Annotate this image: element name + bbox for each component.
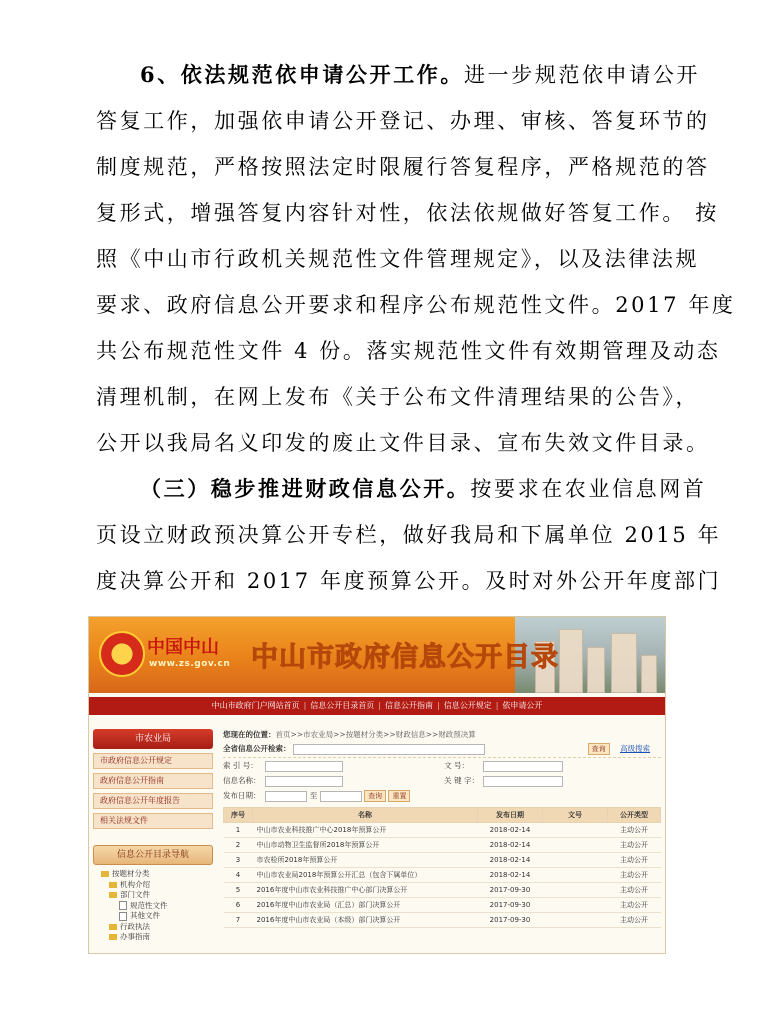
row-title-link[interactable]: 市农检所2018年预算公开 <box>253 853 478 868</box>
col-header-index: 序号 <box>224 808 253 823</box>
row-title-link[interactable]: 2016年度中山市农业科技推广中心部门决算公开 <box>253 883 478 898</box>
nav-guide[interactable]: 信息公开指南 <box>385 701 433 710</box>
paragraph-line: 清理机制，在网上发布《关于公布文件清理结果的公告》， <box>96 385 700 409</box>
filter-row: 信息名称： 关 键 字： <box>223 773 661 788</box>
document-icon <box>119 912 127 921</box>
folder-icon <box>109 924 117 930</box>
paragraph-line: 复形式，增强答复内容针对性，依法依规做好答复工作。 按 <box>96 201 719 225</box>
tree-item[interactable]: 其他文件 <box>101 911 213 922</box>
site-url: www.zs.gov.cn <box>149 659 231 669</box>
document-body <box>96 52 736 650</box>
national-emblem-icon <box>99 631 145 677</box>
document-icon <box>119 901 127 910</box>
paragraph-line: （三）稳步推进财政信息公开。按要求在农业信息网首 <box>140 476 707 501</box>
date-to-input[interactable] <box>320 791 362 802</box>
filter-row: 索 引 号： 文 号： <box>223 758 661 773</box>
paragraph-line: 共公布规范性文件 4 份。落实规范性文件有效期管理及动态 <box>96 339 721 363</box>
sidebar-item-regulations[interactable]: 相关法规文件 <box>93 813 213 829</box>
tree-item[interactable]: 办事指南 <box>101 932 213 943</box>
row-title-link[interactable]: 2016年度中山市农业局（汇总）部门决算公开 <box>253 898 478 913</box>
folder-icon <box>109 934 117 940</box>
paragraph-line: 6、依法规范依申请公开工作。进一步规范依申请公开 <box>140 62 701 87</box>
folder-icon <box>109 882 117 888</box>
keyword-input[interactable] <box>483 776 563 787</box>
table-row[interactable]: 4 中山市农业局2018年预算公开汇总（包含下属单位） 2018-02-14 主动公开 <box>224 868 661 883</box>
folder-icon <box>101 871 109 877</box>
tree-item[interactable]: 机构介绍 <box>101 880 213 891</box>
paragraph-line: 制度规范，严格按照法定时限履行答复程序，严格规范的答 <box>96 155 710 179</box>
folder-icon <box>109 892 117 898</box>
sidebar-item-guide[interactable]: 政府信息公开指南 <box>93 773 213 789</box>
tree-item[interactable]: 规范性文件 <box>101 901 213 912</box>
site-title: 中山市政府信息公开目录 <box>251 642 559 673</box>
date-filter-row: 发布日期： 至 查询 重置 <box>223 788 661 803</box>
table-row[interactable]: 3 市农检所2018年预算公开 2018-02-14 主动公开 <box>224 853 661 868</box>
global-search-button[interactable]: 查询 <box>588 743 610 755</box>
paragraph-line: 度决算公开和 2017 年度预算公开。及时对外公开年度部门 <box>96 569 722 593</box>
document-number-input[interactable] <box>483 761 563 772</box>
global-search-input[interactable] <box>293 744 485 755</box>
tree-item[interactable]: 行政执法 <box>101 922 213 933</box>
table-row[interactable]: 6 2016年度中山市农业局（汇总）部门决算公开 2017-09-30 主动公开 <box>224 898 661 913</box>
col-header-type: 公开类型 <box>608 808 661 823</box>
sidebar <box>93 729 213 953</box>
table-row[interactable]: 2 中山市动物卫生监督所2018年预算公开 2018-02-14 主动公开 <box>224 838 661 853</box>
embedded-website-screenshot <box>88 616 666 954</box>
paragraph-line: 答复工作，加强依申请公开登记、办理、审核、答复环节的 <box>96 109 710 133</box>
global-search-row: 全省信息公开检索： 查询 高级搜索 <box>223 741 661 758</box>
col-header-docno: 文号 <box>543 808 608 823</box>
results-table <box>223 807 661 928</box>
catalog-tree <box>93 869 213 943</box>
catalog-nav-header: 信息公开目录导航 <box>93 845 213 865</box>
info-name-input[interactable] <box>265 776 343 787</box>
index-number-input[interactable] <box>265 761 343 772</box>
paragraph-line: 要求、政府信息公开要求和程序公布规范性文件。2017 年度 <box>96 293 736 317</box>
table-header-row <box>224 808 661 823</box>
breadcrumb: 您现在的位置：首页>>市农业局>>按题材分类>>财政信息>>财政预决算 <box>223 730 476 739</box>
paragraph-line: 页设立财政预决算公开专栏，做好我局和下属单位 2015 年 <box>96 523 722 547</box>
tree-item[interactable]: 部门文件 <box>101 890 213 901</box>
query-button[interactable]: 查询 <box>364 790 386 802</box>
reset-button[interactable]: 重置 <box>388 790 410 802</box>
table-row[interactable]: 5 2016年度中山市农业科技推广中心部门决算公开 2017-09-30 主动公开 <box>224 883 661 898</box>
row-title-link[interactable]: 中山市农业局2018年预算公开汇总（包含下属单位） <box>253 868 478 883</box>
col-header-name: 名称 <box>253 808 478 823</box>
row-title-link[interactable]: 中山市动物卫生监督所2018年预算公开 <box>253 838 478 853</box>
row-title-link[interactable]: 2016年度中山市农业局（本级）部门决算公开 <box>253 913 478 928</box>
sidebar-header: 市农业局 <box>93 729 213 749</box>
table-row[interactable]: 1 中山市农业科技推广中心2018年预算公开 2018-02-14 主动公开 <box>224 823 661 838</box>
paragraph-line: 照《中山市行政机关规范性文件管理规定》，以及法律法规 <box>96 247 700 271</box>
table-row[interactable]: 7 2016年度中山市农业局（本级）部门决算公开 2017-09-30 主动公开 <box>224 913 661 928</box>
nav-rules[interactable]: 信息公开规定 <box>443 701 492 710</box>
advanced-search-link[interactable]: 高级搜索 <box>620 744 651 753</box>
site-banner <box>89 617 665 693</box>
main-content <box>223 729 661 953</box>
paragraph-line: 公开以我局名义印发的废止文件目录、宣布失效文件目录。 <box>96 431 710 455</box>
site-nav: 中山市政府门户网站首页 | 信息公开目录首页 | 信息公开指南 | 信息公开规定 | 依申请公开 <box>89 697 665 715</box>
nav-catalog-home[interactable]: 信息公开目录首页 <box>310 701 375 710</box>
nav-apply[interactable]: 依申请公开 <box>502 701 543 710</box>
sidebar-item-rules[interactable]: 市政府信息公开规定 <box>93 753 213 769</box>
nav-portal-home[interactable]: 中山市政府门户网站首页 <box>211 701 300 710</box>
date-from-input[interactable] <box>265 791 307 802</box>
col-header-date: 发布日期 <box>478 808 543 823</box>
row-title-link[interactable]: 中山市农业科技推广中心2018年预算公开 <box>253 823 478 838</box>
brand-logo: 中国中山 <box>147 637 219 658</box>
tree-item[interactable]: 按题材分类 <box>101 869 213 880</box>
sidebar-item-annual-report[interactable]: 政府信息公开年度报告 <box>93 793 213 809</box>
